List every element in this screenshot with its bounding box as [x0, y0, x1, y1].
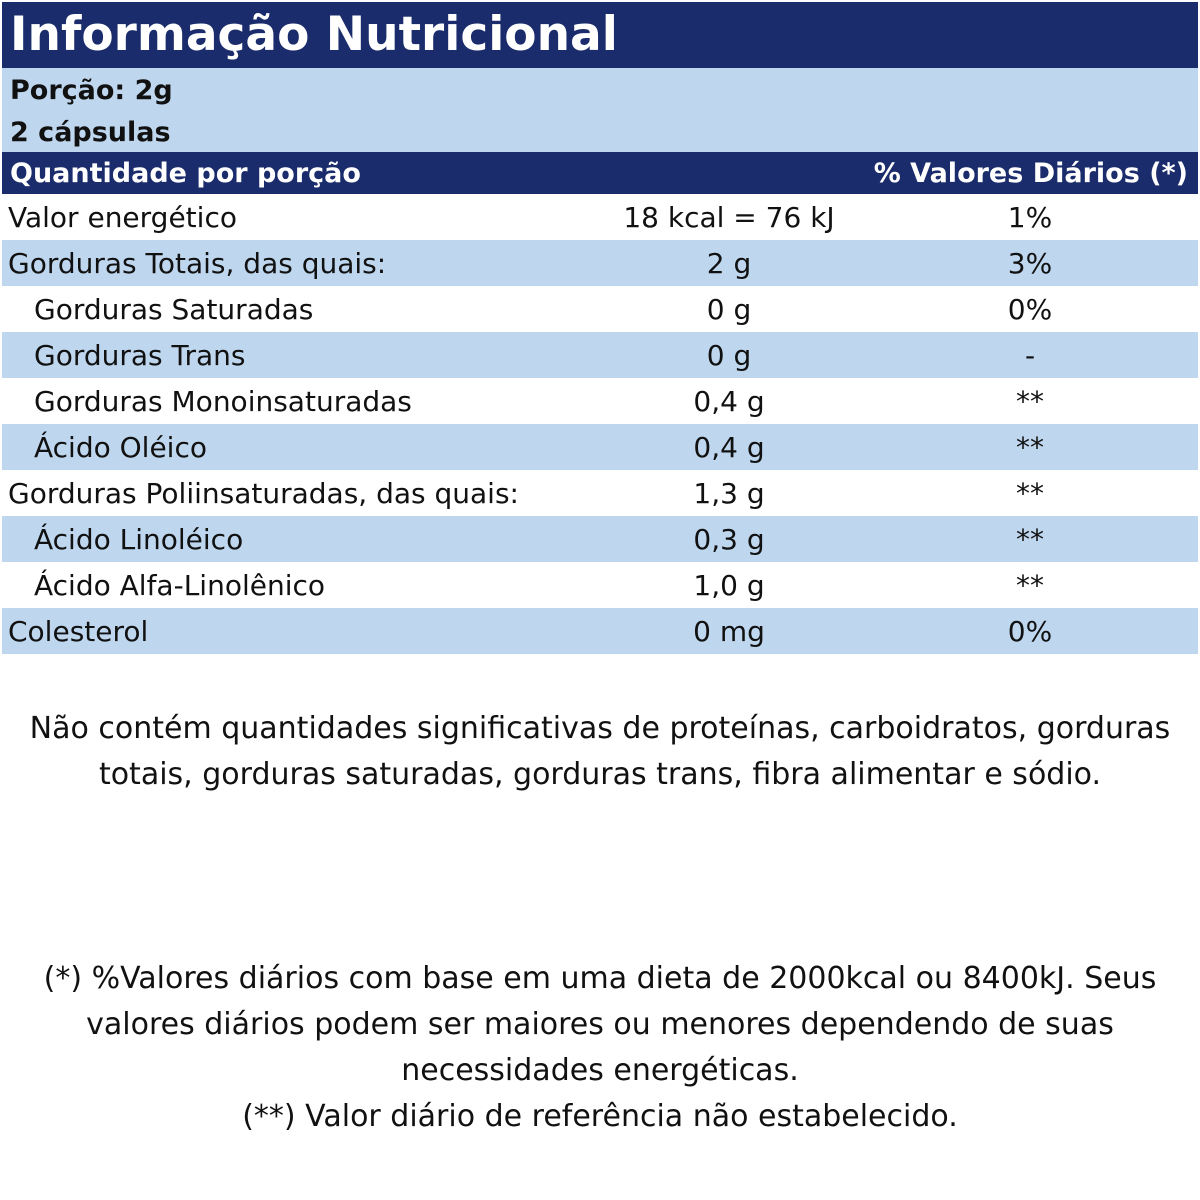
nutrient-name: Gorduras Poliinsaturadas, das quais: [8, 476, 519, 510]
page-title: Informação Nutricional [2, 2, 1198, 68]
nutrient-name: Valor energético [8, 200, 237, 234]
nutrient-daily-value: ** [1016, 476, 1044, 510]
table-row [2, 194, 1198, 240]
nutrient-name: Ácido Linoléico [34, 522, 244, 556]
table-row [2, 562, 1198, 608]
table-row [2, 516, 1198, 562]
table-row [2, 608, 1198, 654]
nutrient-amount: 1,0 g [693, 568, 765, 602]
nutrient-amount: 0 mg [693, 614, 765, 648]
table-row [2, 286, 1198, 332]
nutrient-daily-value: ** [1016, 430, 1044, 464]
nutrient-name: Gorduras Saturadas [34, 292, 314, 326]
quantity-column-header: Quantidade por porção [10, 158, 361, 189]
nutrient-name: Gorduras Trans [34, 338, 246, 372]
footnotes [20, 956, 1180, 1140]
nutrient-name: Gorduras Monoinsaturadas [34, 384, 412, 418]
nutrient-daily-value: 3% [1007, 246, 1053, 280]
table-row [2, 378, 1198, 424]
nutrient-name: Gorduras Totais, das quais: [8, 246, 387, 280]
table-row [2, 240, 1198, 286]
nutrient-amount: 1,3 g [693, 476, 765, 510]
daily-values-footnote: (*) %Valores diários com base em uma dieta de 2000kcal ou 8400kJ. Seus valores diários podem ser maiores ou menores dependendo de suas necessidades energéticas. [43, 961, 1157, 1088]
nutrient-daily-value: 0% [1007, 614, 1053, 648]
nutrient-amount: 2 g [706, 246, 752, 280]
nutrient-name: Ácido Alfa-Linolênico [34, 568, 326, 602]
nutrient-daily-value: - [1024, 338, 1036, 372]
portion-info [2, 68, 1198, 152]
nutrient-daily-value: ** [1016, 522, 1044, 556]
table-header [2, 152, 1198, 194]
serving-size: Porção: 2g [10, 75, 173, 106]
table-row [2, 424, 1198, 470]
nutrient-name: Colesterol [8, 614, 149, 648]
daily-values-column-header: % Valores Diários (*) [873, 158, 1188, 189]
nutrient-daily-value: ** [1016, 568, 1044, 602]
table-row [2, 470, 1198, 516]
table-row [2, 332, 1198, 378]
nutrient-name: Ácido Oléico [34, 430, 207, 464]
nutrition-facts-panel [2, 2, 1198, 654]
nutrient-amount: 0,4 g [693, 384, 765, 418]
nutrient-amount: 0 g [706, 292, 752, 326]
nutrient-amount: 0,3 g [693, 522, 765, 556]
not-significant-note: Não contém quantidades significativas de proteínas, carboidratos, gorduras totais, gorduras saturadas, gorduras trans, fibra alimentar e sódio. [29, 711, 1171, 792]
nutrient-daily-value: ** [1016, 384, 1044, 418]
nutrient-daily-value: 1% [1007, 200, 1053, 234]
nutrient-amount: 0,4 g [693, 430, 765, 464]
serving-units: 2 cápsulas [10, 117, 171, 148]
nutrient-daily-value: 0% [1007, 292, 1053, 326]
nutrient-amount: 18 kcal = 76 kJ [623, 200, 835, 234]
nutrient-amount: 0 g [706, 338, 752, 372]
no-reference-footnote: (**) Valor diário de referência não estabelecido. [242, 1099, 958, 1134]
